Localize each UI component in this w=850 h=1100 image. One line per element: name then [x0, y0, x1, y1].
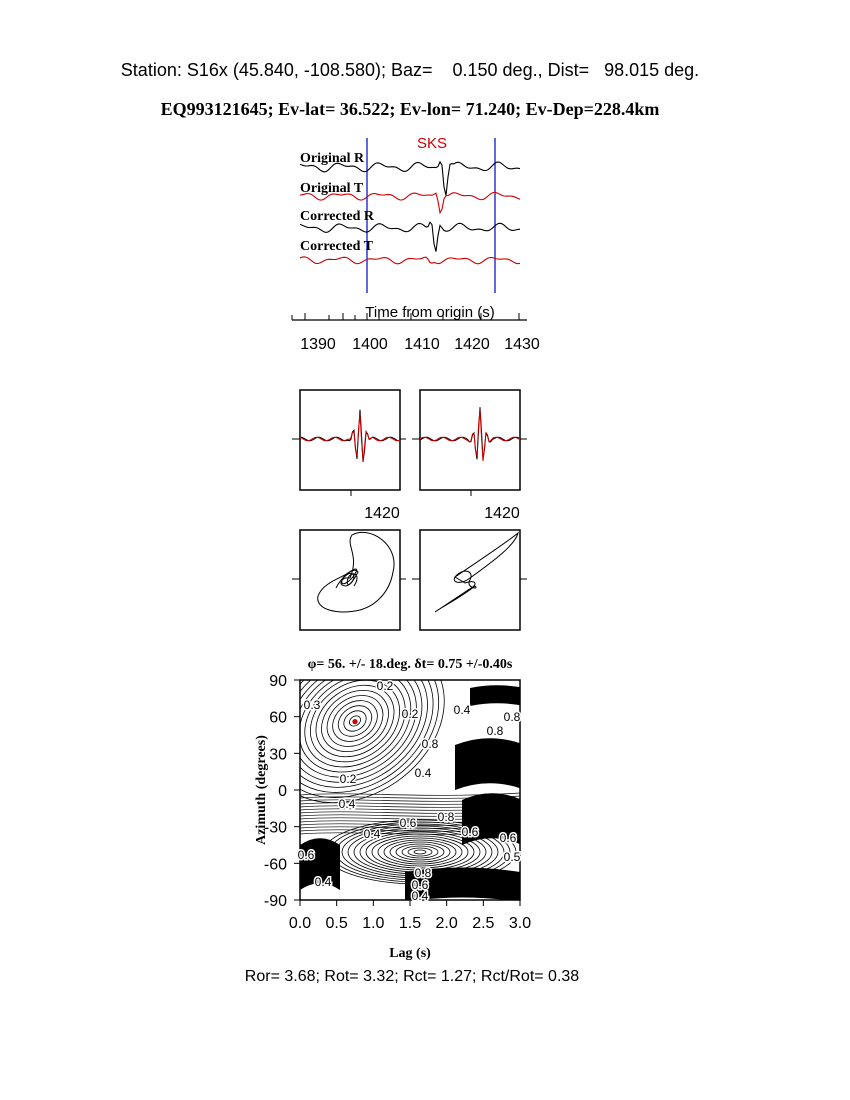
- contour-ytick: 90: [269, 673, 287, 690]
- contour-label: 0.8: [486, 724, 504, 738]
- time-tick-1400: 1400: [352, 336, 388, 353]
- particle-motion-left: [292, 530, 406, 630]
- contour-label: 0.8: [503, 710, 521, 724]
- contour-label: 0.6: [297, 848, 315, 862]
- contour-label: 0.8: [414, 866, 432, 880]
- waveform-right-transverse: [420, 409, 519, 461]
- phase-label: SKS: [416, 135, 448, 152]
- contour-xtick: 1.0: [362, 915, 385, 932]
- contour-label: 0.4: [314, 875, 332, 889]
- contour-label: 0.2: [339, 772, 357, 786]
- contour-chart: [234, 606, 531, 961]
- trace-label-original-r: Original R: [300, 151, 365, 166]
- ratios-line: Ror= 3.68; Rot= 3.32; Rct= 1.27; Rct/Rot= 0.38: [244, 968, 580, 985]
- event-line: EQ993121645; Ev-lat= 36.522; Ev-lon= 71.240; Ev-Dep=228.4km: [160, 99, 660, 119]
- contour-xtick: 0.5: [325, 915, 348, 932]
- waveform-panel-left: [292, 390, 406, 496]
- waveform-right-tick: 1420: [484, 505, 520, 522]
- contour-label: 0.8: [421, 737, 439, 751]
- trace-corrected-t: [300, 257, 520, 264]
- waveform-right-radial: [420, 407, 519, 459]
- contour-ytick: 30: [269, 746, 287, 764]
- contour-xlabel: Lag (s): [389, 946, 431, 961]
- contour-label: 0.6: [461, 825, 479, 839]
- particle-motion-original: [318, 532, 394, 612]
- waveform-left-tick: 1420: [364, 505, 400, 522]
- contour-xtick: 0.0: [288, 915, 312, 932]
- time-axis-label: Time from origin (s): [365, 304, 495, 321]
- contour-xtick: 2.5: [472, 915, 495, 932]
- waveform-left-transverse: [300, 414, 399, 461]
- contour-label: 0.4: [411, 889, 429, 903]
- best-fit-marker: [352, 719, 357, 724]
- contour-ytick: 60: [269, 709, 287, 727]
- station-line: Station: S16x (45.840, -108.580); Baz= 0.150 deg., Dist= 98.015 deg.: [120, 60, 700, 80]
- contour-ytick: 0: [278, 783, 287, 800]
- contour-ylabel: Azimuth (degrees): [254, 735, 269, 845]
- contour-label: 0.4: [363, 827, 381, 841]
- trace-label-corrected-t: Corrected T: [300, 239, 373, 254]
- contour-label: 0.8: [437, 810, 455, 824]
- contour-xtick: 3.0: [508, 915, 532, 932]
- contour-label: 0.6: [411, 878, 429, 892]
- contour-title: φ= 56. +/- 18.deg. δt= 0.75 +/-0.40s: [307, 657, 513, 672]
- time-tick-1430: 1430: [504, 336, 540, 353]
- trace-panel: [292, 135, 540, 353]
- contour-label: 0.6: [399, 816, 417, 830]
- waveform-panel-right: [412, 390, 527, 496]
- time-tick-1410: 1410: [404, 336, 440, 353]
- contour-label: 0.6: [499, 831, 517, 845]
- contour-xtick: 1.5: [398, 915, 422, 932]
- contour-label: 0.3: [303, 698, 321, 712]
- contour-label: 0.2: [401, 707, 419, 721]
- trace-label-original-t: Original T: [300, 181, 364, 196]
- contour-label: 0.2: [376, 679, 394, 693]
- contour-ytick: -60: [263, 856, 287, 874]
- contour-label: 0.5: [503, 850, 521, 864]
- contour-label: 0.4: [338, 797, 356, 811]
- contour-ytick: -30: [263, 819, 287, 837]
- particle-motion-corrected: [435, 533, 518, 612]
- contour-xtick: 2.0: [435, 915, 458, 932]
- waveform-left-radial: [300, 410, 399, 462]
- contour-label: 0.4: [414, 766, 432, 780]
- contour-ytick: -90: [263, 893, 287, 910]
- time-tick-1420: 1420: [454, 336, 490, 353]
- particle-motion-right: [412, 530, 527, 630]
- contour-label: 0.4: [453, 703, 471, 717]
- time-tick-1390: 1390: [300, 336, 336, 353]
- trace-label-corrected-r: Corrected R: [300, 209, 374, 224]
